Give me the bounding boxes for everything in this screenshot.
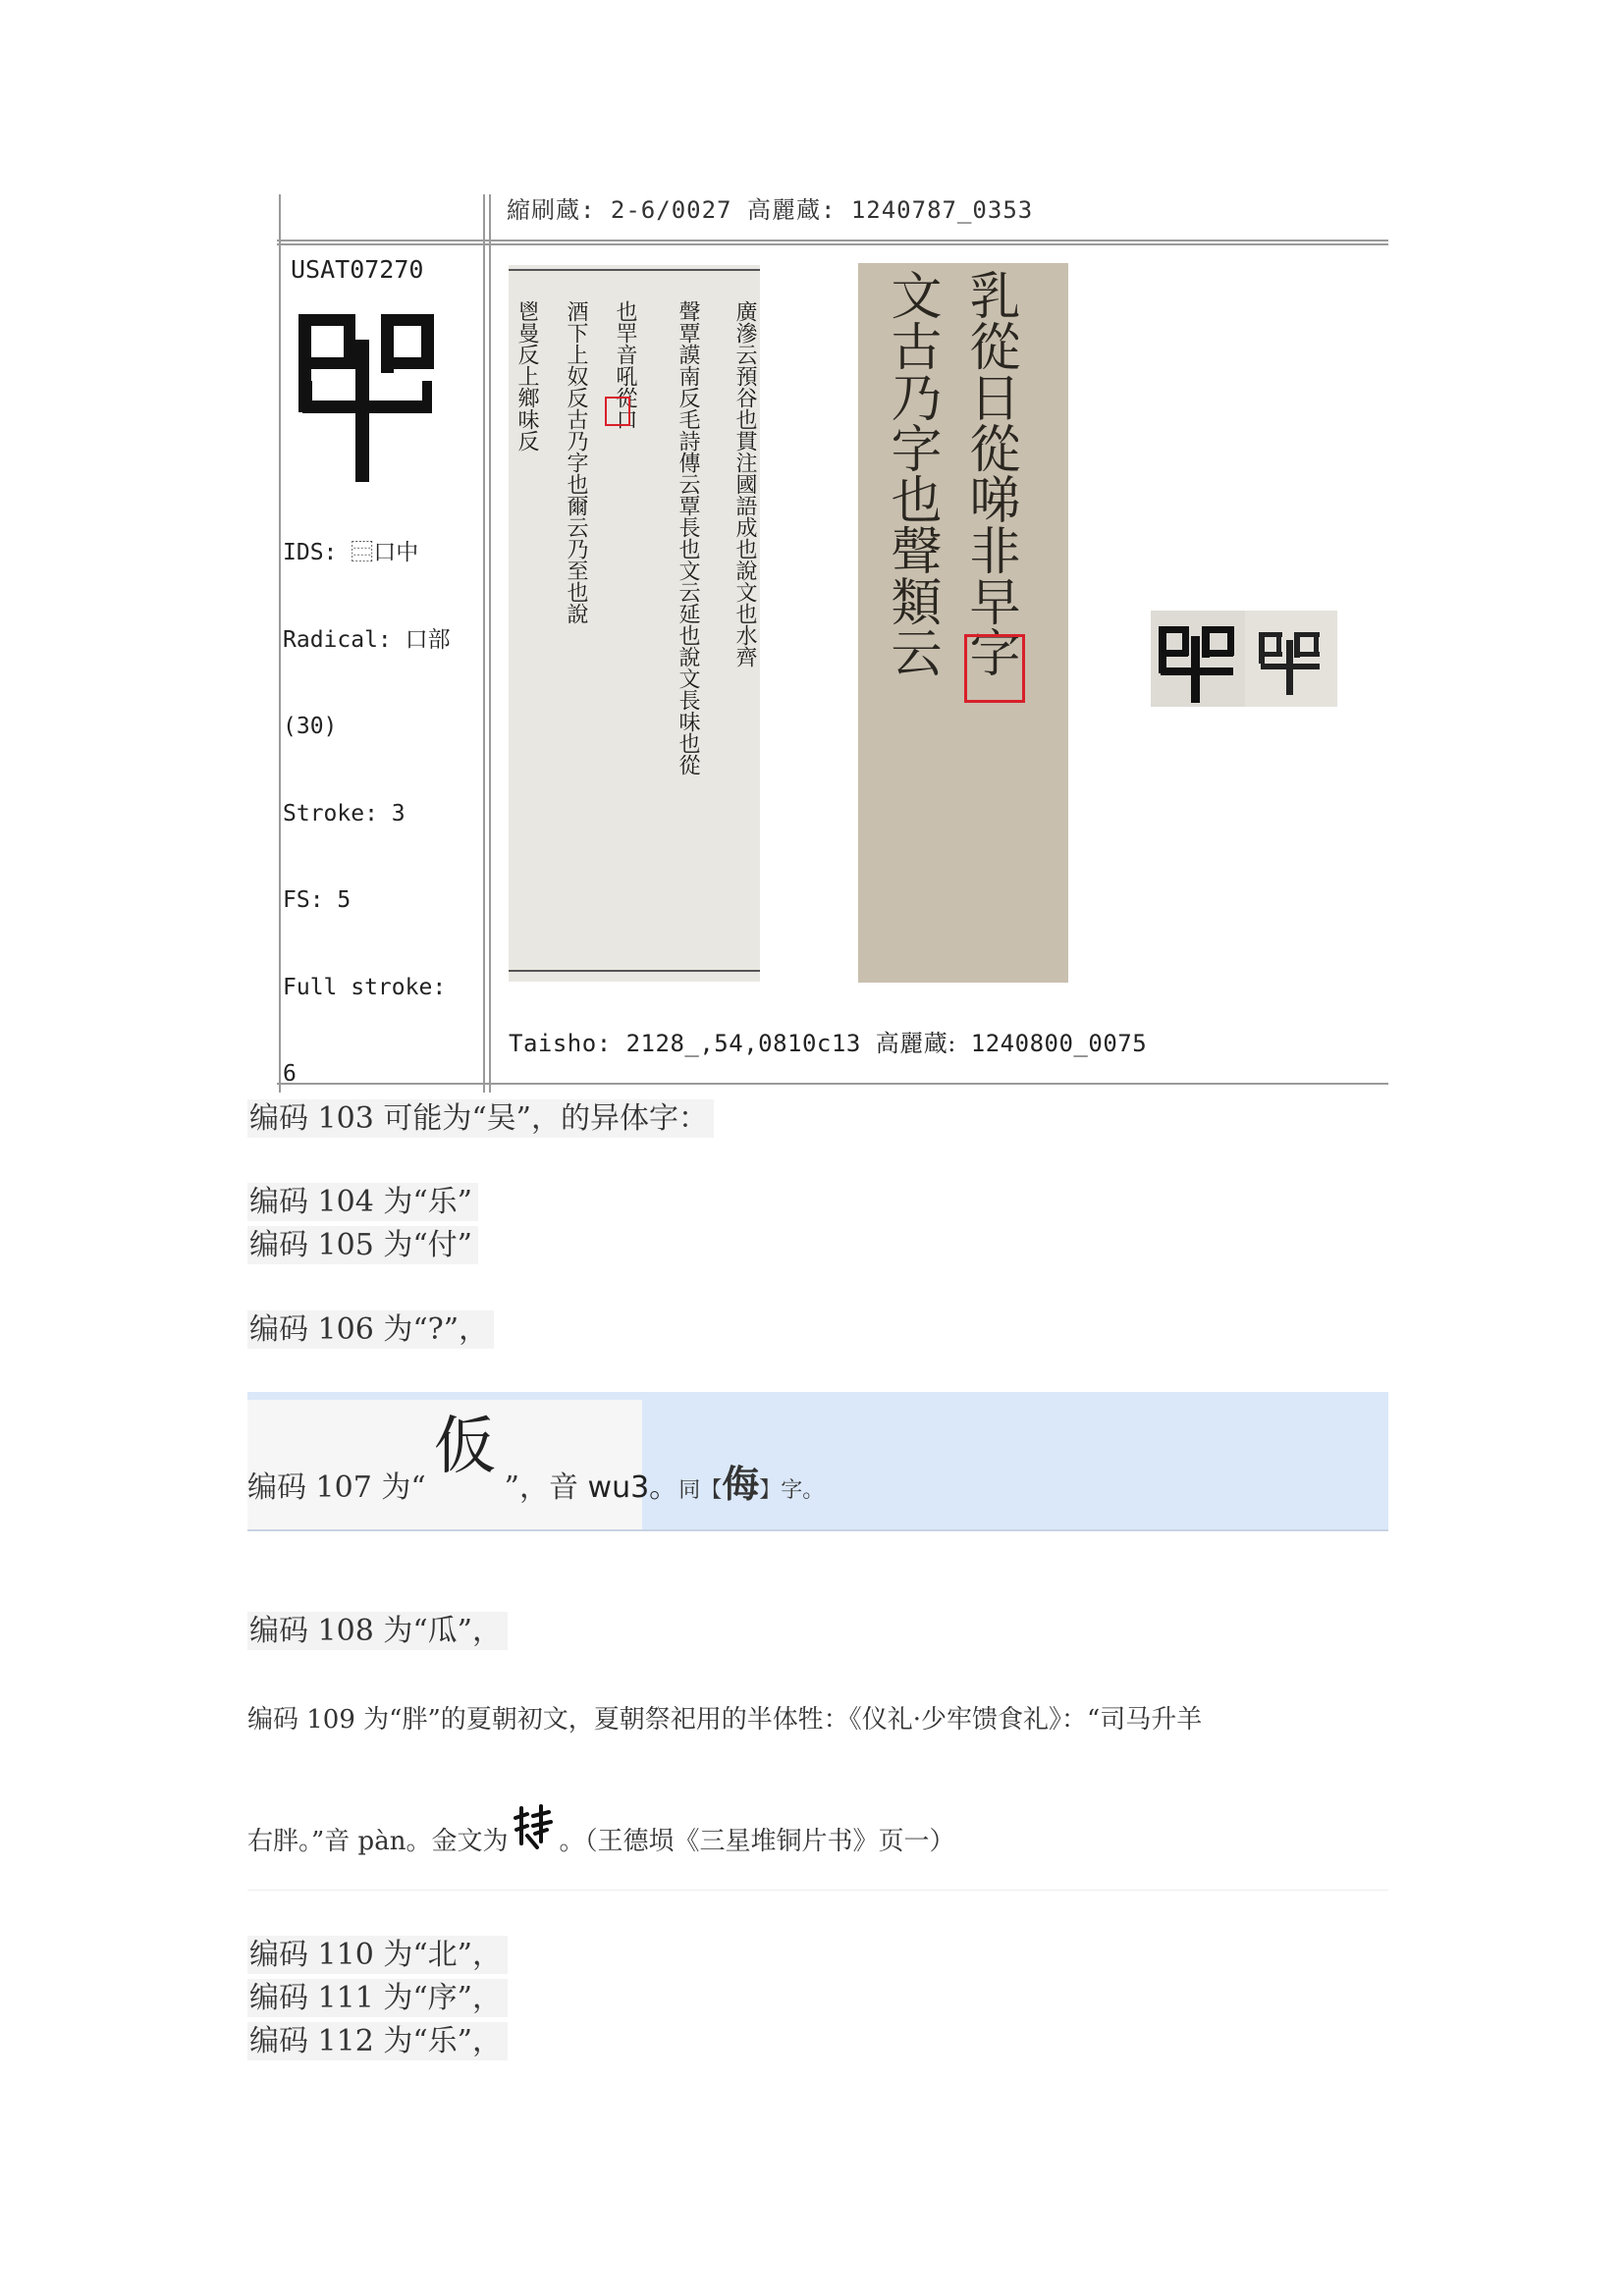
stroke-line: Stroke: 3 (283, 800, 406, 827)
entry-text: 编码 103 可能为“吴”，的异体字： (247, 1099, 714, 1138)
top-reference: 縮刷蔵: 2-6/0027 高麗蔵: 1240787_0353 (507, 196, 1034, 224)
entry-text: 编码 108 为“瓜”， (247, 1612, 508, 1650)
taisho-ref: Taisho: 2128_,54,0810c13 (509, 1030, 861, 1057)
koryo-label: 高麗蔵: (875, 1030, 956, 1057)
entry-text: 编码 110 为“北”， (247, 1936, 508, 1974)
woodblock-scan-2 (858, 263, 1068, 983)
entry-107-suffix: ”，音 (504, 1470, 588, 1505)
scan-rule (509, 970, 760, 972)
koryo-ref: 1240800_0075 (970, 1030, 1148, 1057)
entry-107-variant-char: 侮 (722, 1463, 760, 1506)
fs-line: FS: 5 (283, 887, 352, 913)
character-code-id: USAT07270 (291, 255, 424, 284)
separator (247, 1890, 1388, 1891)
entry-108 (247, 1612, 508, 1651)
table-row-border (277, 240, 1388, 241)
entry-109-line-1: 编码 109 为“胖”的夏朝初文，夏朝祭祀用的半体牲：《仪礼·少牢馈食礼》：“司马升羊 (247, 1705, 1203, 1735)
entry-text: 编码 104 为“乐” (247, 1183, 478, 1221)
entry-111 (247, 1979, 508, 2018)
character-info (283, 481, 499, 1093)
entry-107-bracket-open: 【 (700, 1478, 723, 1503)
full-stroke-value: 6 (283, 1061, 297, 1087)
entry-110 (247, 1936, 508, 1975)
radical-number: (30) (283, 714, 338, 739)
scan-column: 聲覃謨南反毛詩傳云覃長也文云延也說文長味也從 (676, 300, 700, 775)
table-row-border (277, 243, 1388, 245)
entry-105 (247, 1226, 478, 1265)
table-border-left (279, 194, 281, 1093)
entry-107-zi: 字。 (781, 1478, 825, 1503)
highlight-box (964, 634, 1025, 703)
entry-109-text-b: 。（王德埙《三星堆铜片书》页一） (559, 1827, 955, 1856)
ids-line: IDS: ⿳口中 (283, 540, 419, 565)
entry-107-tong: 同 (678, 1478, 701, 1503)
entry-104 (247, 1183, 478, 1222)
entry-text: 编码 106 为“?”， (247, 1310, 494, 1349)
bronze-script-glyph (514, 1804, 553, 1851)
bottom-reference (509, 1024, 1147, 1058)
radical-line: Radical: 口部 (283, 626, 451, 653)
entry-109-line-2 (247, 1804, 954, 1857)
entry-107-char: 仮 (433, 1411, 497, 1483)
highlight-box (605, 397, 630, 426)
entry-107-prefix: 编码 107 为“ (247, 1470, 426, 1505)
entry-109-text-a: 右胖。”音 pàn。金文为 (247, 1827, 509, 1856)
entry-107-bracket-close: 】 (759, 1478, 782, 1503)
full-stroke-label: Full stroke: (283, 974, 447, 1000)
entry-107-highlight-band (247, 1392, 1388, 1531)
scan-column: 酒下上奴反古乃字也爾云乃至也說 (564, 300, 588, 624)
scan-column: 鬯曼反上鄉味反 (514, 300, 539, 452)
woodblock-scan-1 (509, 265, 760, 982)
scan-column: 也䍐音吼從口 (613, 300, 637, 430)
glyph-thumbnails (1151, 611, 1337, 707)
entry-107 (247, 1411, 825, 1511)
entry-103 (247, 1099, 714, 1139)
entry-text: 编码 111 为“序”， (247, 1979, 508, 2017)
entry-107-pinyin: wu3。 (587, 1470, 679, 1505)
entry-112 (247, 2022, 508, 2061)
scan-column: 文古乃字也聲類云 (882, 269, 941, 677)
scan-column: 廣滲云預谷也貫注國語成也說文也水齊 (732, 300, 757, 667)
scan-column: 乳從日從㖒非早字 (960, 269, 1019, 677)
entry-text: 编码 112 为“乐”， (247, 2022, 508, 2060)
scan-rule (509, 269, 760, 271)
character-table-figure (277, 194, 1388, 1093)
usat07270-glyph (298, 310, 436, 482)
entry-106 (247, 1310, 494, 1350)
entry-text: 编码 105 为“付” (247, 1226, 478, 1264)
